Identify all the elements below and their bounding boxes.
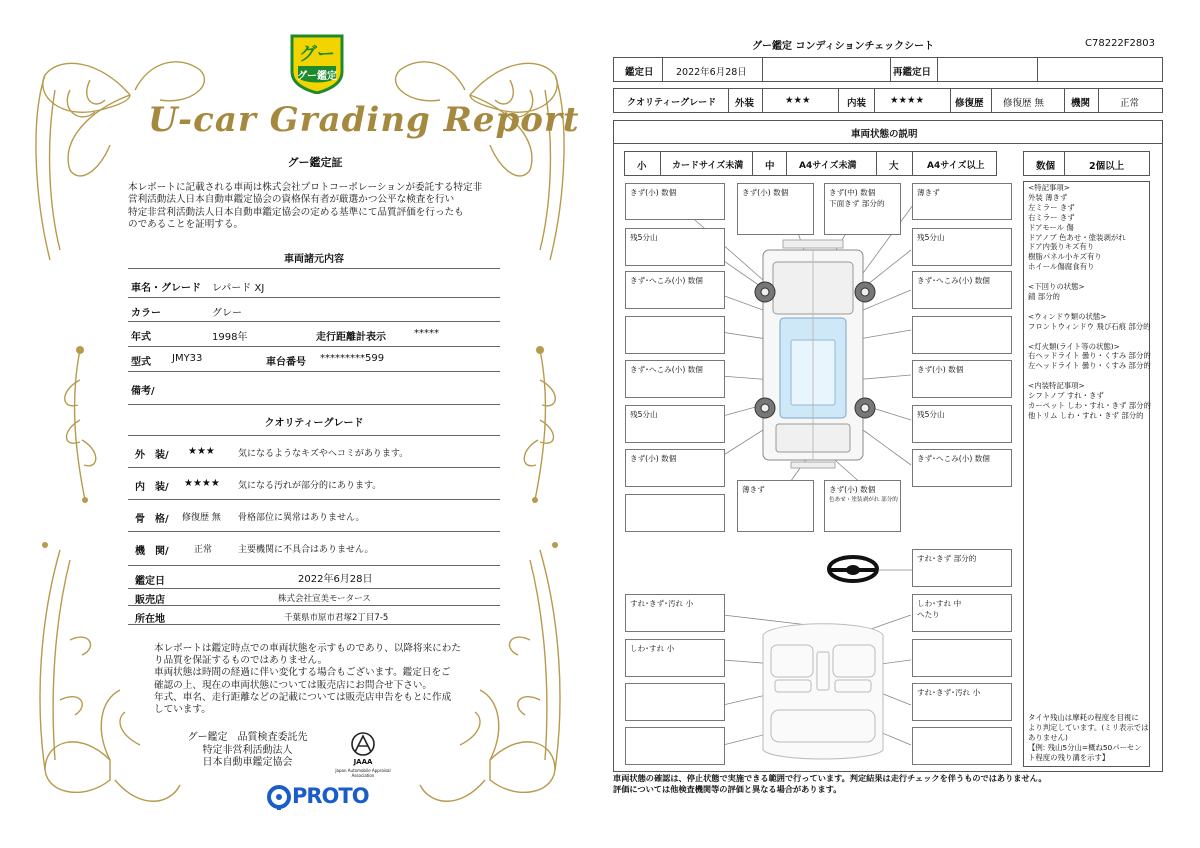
body-line: のであることを証明する。	[128, 218, 244, 230]
note-line: しています。	[154, 704, 211, 716]
divider	[128, 371, 500, 372]
divider	[128, 588, 500, 589]
comment-text: きず･へこみ(小) 数個	[630, 365, 703, 374]
cell-divider	[1037, 57, 1038, 82]
proto-logo	[266, 783, 370, 811]
quality-comment: 気になるようなキズやヘコミがあります。	[238, 449, 409, 459]
quality-value: ★★★★	[184, 478, 220, 489]
interior-comment-box	[912, 727, 1012, 765]
cell-divider	[874, 88, 875, 113]
interior-comment-box	[625, 683, 725, 721]
tire-note-line: 【例: 残山5分山=概ね50パーセン	[1028, 743, 1142, 752]
exterior-comment-box	[625, 405, 725, 443]
sheet-title: グー鑑定 コンディションチェックシート	[752, 41, 935, 52]
comment-text: 残5分山	[630, 233, 658, 242]
interior-comment-box	[912, 639, 1012, 677]
detail-line: ドアモール 傷	[1028, 222, 1074, 232]
dealer-label: 販売店	[135, 595, 165, 606]
cell-divider	[1064, 151, 1065, 176]
exterior-value: ★★★	[785, 95, 811, 106]
detail-line	[1028, 302, 1151, 312]
cell-divider	[660, 151, 661, 176]
detail-line: 他トリム しわ・すれ・きず 部分的	[1028, 410, 1144, 420]
proto-wordmark: PROTO	[292, 784, 369, 808]
exterior-comment-box	[824, 480, 901, 532]
exterior-comment-box	[912, 228, 1012, 266]
exterior-label: 外装	[735, 98, 755, 109]
interior-comment-box	[625, 727, 725, 765]
footer-line: グー鑑定 品質検査委託先	[187, 732, 308, 743]
condition-heading: 車両状態の説明	[851, 129, 918, 140]
cell-divider	[838, 88, 839, 113]
comment-text: きず(中) 数個	[829, 188, 876, 197]
exterior-comment-box	[625, 360, 725, 398]
tire-note-line: ト程度の残り溝を示す】	[1028, 753, 1110, 762]
exterior-comment-box	[625, 316, 725, 354]
quality-value: ★★★	[188, 446, 215, 457]
divider	[128, 321, 500, 322]
divider	[128, 268, 500, 269]
cell-divider	[1098, 88, 1099, 113]
divider	[128, 624, 500, 625]
cell-divider	[991, 88, 992, 113]
tire-note-line: より判定しています。(ミリ表示では	[1028, 723, 1149, 732]
detail-line: 錆 部分的	[1028, 291, 1060, 301]
comment-text: 薄きず	[917, 188, 940, 197]
reappraisal-date-label: 再鑑定日	[893, 67, 932, 78]
interior-seats	[763, 624, 883, 759]
exterior-comment-box	[912, 316, 1012, 354]
tire-note-line: ありません)	[1028, 733, 1068, 742]
jaaa-logo	[333, 730, 393, 780]
color-value: グレー	[212, 308, 242, 319]
count-value: 2個以上	[1089, 161, 1125, 172]
detail-line: <下回りの状態>	[1028, 282, 1085, 292]
quality-value: 正常	[194, 545, 213, 555]
interior-comment-box	[625, 594, 725, 632]
mileage-value: *****	[414, 328, 439, 339]
divider	[128, 467, 500, 468]
comment-text: 残5分山	[630, 410, 658, 419]
footer-line: 日本自動車鑑定協会	[202, 757, 293, 768]
exterior-comment-box	[737, 183, 814, 235]
exterior-comment-box	[912, 271, 1012, 309]
quality-label: 内 装/	[135, 482, 169, 493]
interior-comment-box	[912, 683, 1012, 721]
detail-line: <ウィンドウ類の状態>	[1028, 311, 1107, 321]
detail-line: ホイール傷腐食有り	[1028, 262, 1095, 272]
detail-line: ドアノブ 色あせ・塗装剥がれ	[1028, 232, 1126, 242]
exterior-comment-box	[625, 183, 725, 220]
note-line: 車両状態は時間の経過に伴い変化する場合もございます。鑑定日をご	[154, 667, 451, 679]
divider	[128, 346, 500, 347]
comment-text: すれ･きず 部分的	[917, 554, 977, 563]
cell-divider	[728, 88, 729, 113]
divider	[128, 297, 500, 298]
size-large-desc: A4サイズ以上	[927, 161, 985, 171]
detail-line: 右ミラー きず	[1028, 212, 1075, 222]
interior-comment-box	[912, 549, 1012, 587]
body-line: 本レポートに記載される車両は株式会社プロトコーポレーションが委託する特定非	[128, 182, 483, 193]
detail-line: <灯火類(ライト等の状態)>	[1028, 341, 1120, 351]
note-line: り品質を保証するものではありません。	[154, 655, 328, 667]
divider	[128, 531, 500, 532]
comment-text: きず(小) 数個	[742, 188, 789, 197]
quality-label: 骨 格/	[135, 514, 169, 525]
engine-label: 機関	[1071, 98, 1091, 109]
detail-line: ドア内張りキズ有り	[1028, 242, 1095, 252]
remarks-label: 備考/	[131, 386, 155, 397]
divider	[128, 565, 500, 566]
interior-comment-box	[625, 639, 725, 677]
exterior-comment-box	[912, 449, 1012, 487]
details-list	[1028, 183, 1151, 421]
year-label: 年式	[131, 332, 151, 343]
repair-label: 修復歴	[955, 98, 984, 109]
exterior-comment-box	[625, 449, 725, 487]
comment-text: すれ･きず･汚れ 小	[917, 688, 981, 697]
divider	[128, 404, 500, 405]
car-name-value: レパード XJ	[212, 283, 265, 294]
comment-text: きず･へこみ(小) 数個	[917, 276, 990, 285]
divider	[128, 605, 500, 606]
dealer-value: 株式会社宣美モータース	[278, 594, 371, 604]
sheet-code: C78222F2803	[1085, 38, 1155, 49]
steering-wheel-icon	[829, 557, 877, 581]
detail-line: 樹脂パネル小キズ有り	[1028, 252, 1102, 262]
exterior-comment-box	[824, 183, 901, 235]
note-line: 本レポートは鑑定時点での車両状態を示すものであり、以降将来にわた	[154, 643, 461, 654]
quality-comment: 主要機関に不具合はありません。	[238, 545, 374, 555]
cell-divider	[662, 57, 663, 82]
tire-note	[1028, 713, 1149, 763]
comment-text: きず(小) 数個	[829, 485, 876, 494]
repair-value: 修復歴 無	[1003, 98, 1045, 109]
detail-line: <特記事項>	[1028, 183, 1070, 192]
quality-label: 機 関/	[135, 546, 169, 557]
comment-text: きず･へこみ(小) 数個	[630, 276, 703, 285]
cell-divider	[950, 88, 951, 113]
footer-line: 特定非営利活動法人	[202, 744, 293, 756]
detail-line: 左ミラー きず	[1028, 202, 1075, 212]
size-mid-desc: A4サイズ未満	[799, 161, 857, 171]
body-line: 特定非営利活動法人日本自動車鑑定協会の定める基準にて品質評価を行ったも	[128, 206, 464, 218]
note-line: 確認の上、現在の車両状態については販売店にお問合せ下さい。	[154, 679, 433, 691]
exterior-comment-box	[912, 183, 1012, 220]
sheet-footer-line: 車両状態の確認は、停止状態で実施できる範囲で行っています。判定結果は走行チェックを伴うものではありません。	[613, 773, 1047, 783]
jaaa-subtitle: Japan Automobile Appraisal Association	[335, 768, 391, 778]
comment-text: きず･へこみ(小) 数個	[917, 454, 990, 463]
quality-comment: 骨格部位に異常はありません。	[238, 513, 365, 523]
appraisal-date-label: 鑑定日	[625, 67, 654, 78]
comment-text: 残5分山	[917, 410, 945, 419]
count-label: 数個	[1036, 161, 1056, 172]
exterior-comment-box	[737, 480, 814, 532]
appraisal-date-value: 2022年6月28日	[298, 574, 373, 585]
quality-label: 外 装/	[135, 450, 169, 461]
model-label: 型式	[131, 357, 151, 368]
size-mid: 中	[765, 161, 775, 172]
divider	[128, 499, 500, 500]
chassis-value: *********599	[320, 353, 385, 364]
model-value: JMY33	[172, 353, 203, 364]
comment-text: しわ･すれ 小	[630, 644, 675, 653]
comment-text: 下面きず 部分的	[829, 199, 885, 208]
cell-divider	[786, 151, 787, 176]
tire-note-line: タイヤ残山は摩耗の程度を目視に	[1028, 713, 1139, 722]
detail-line: <内装特記事項>	[1028, 381, 1085, 391]
address-label: 所在地	[135, 614, 165, 625]
interior-value: ★★★★	[890, 95, 925, 106]
interior-label: 内装	[847, 98, 867, 109]
goo-kantei-logo	[288, 30, 346, 94]
quality-grade-label: クオリティーグレード	[627, 98, 717, 108]
comment-text: すれ･きず･汚れ 小	[630, 599, 694, 608]
quality-value: 修復歴 無	[182, 513, 221, 523]
jaaa-label: JAAA	[353, 758, 373, 766]
comment-text: しわ･すれ 中	[917, 599, 962, 608]
address-value: 千葉県市原市君塚2丁目7-5	[284, 613, 389, 623]
comment-text: きず(小) 数個	[630, 454, 677, 463]
size-large: 大	[889, 161, 899, 172]
exterior-comment-box	[625, 271, 725, 309]
comment-text: 薄きず	[742, 485, 765, 494]
color-label: カラー	[131, 308, 161, 319]
detail-line: フロントウィンドウ 飛び石痕 部分的	[1028, 321, 1151, 331]
certificate-notes	[154, 643, 474, 716]
detail-line	[1028, 272, 1151, 282]
panel-divider	[613, 143, 1163, 144]
comment-text: へたり	[917, 610, 940, 619]
detail-line: 右ヘッドライト 曇り・くすみ 部分的	[1028, 351, 1151, 361]
quality-heading: クオリティーグレード	[264, 418, 364, 429]
note-line: 年式、車名、走行距離などの記載については販売店申告をもとに作成	[154, 691, 452, 703]
logo-text: グー鑑定	[297, 71, 337, 82]
mileage-label: 走行距離計表示	[316, 332, 386, 343]
svg-text:グー: グー	[299, 44, 335, 65]
report-script-title: U-car Grading Report	[148, 100, 580, 140]
sheet-footer-line: 評価については他検査機関等の評価と異なる場合があります。	[613, 784, 842, 794]
car-outline	[763, 240, 863, 468]
car-name-label: 車名・グレード	[131, 283, 201, 294]
quality-comment: 気になる汚れが部分的にあります。	[238, 481, 382, 491]
cell-divider	[912, 151, 913, 176]
cell-divider	[890, 57, 891, 82]
exterior-comment-box	[912, 360, 1012, 398]
cell-divider	[1064, 88, 1065, 113]
engine-value: 正常	[1120, 98, 1140, 109]
cell-divider	[762, 57, 763, 82]
cell-divider	[937, 57, 938, 82]
year-value: 1998年	[212, 332, 248, 343]
appraisal-date-value: 2022年6月28日	[676, 67, 747, 78]
divider	[128, 435, 500, 436]
cell-divider	[876, 151, 877, 176]
cell-divider	[752, 151, 753, 176]
detail-line: 外装 薄きず	[1028, 192, 1068, 202]
comment-text: きず(小) 数個	[630, 188, 677, 197]
comment-text: きず(小) 数個	[917, 365, 964, 374]
exterior-comment-box	[912, 405, 1012, 443]
spec-heading: 車両諸元内容	[284, 254, 344, 265]
comment-text: 色あせ・塗装剥がれ 部分的	[829, 497, 898, 503]
detail-line: シフトノブ すれ・きず	[1028, 391, 1104, 401]
chassis-label: 車台番号	[266, 357, 306, 368]
detail-line	[1028, 371, 1151, 381]
certificate-title: グー鑑定証	[287, 156, 343, 169]
exterior-comment-box	[625, 228, 725, 266]
interior-comment-box	[912, 594, 1012, 632]
comment-text: 残5分山	[917, 233, 945, 242]
certificate-body	[128, 182, 498, 231]
detail-line	[1028, 332, 1151, 342]
inspection-association	[180, 732, 315, 770]
body-line: 営利活動法人日本自動車鑑定協会の資格保有者が厳選かつ公平な検査を行い	[128, 194, 455, 206]
detail-line: 左ヘッドライト 曇り・くすみ 部分的	[1028, 361, 1151, 371]
detail-line: カーペット しわ・すれ・きず 部分的	[1028, 400, 1151, 410]
size-small-desc: カードサイズ未満	[672, 161, 744, 171]
size-small: 小	[637, 161, 647, 172]
cell-divider	[762, 88, 763, 113]
exterior-comment-box	[625, 494, 725, 532]
appraisal-date-label: 鑑定日	[135, 576, 165, 587]
